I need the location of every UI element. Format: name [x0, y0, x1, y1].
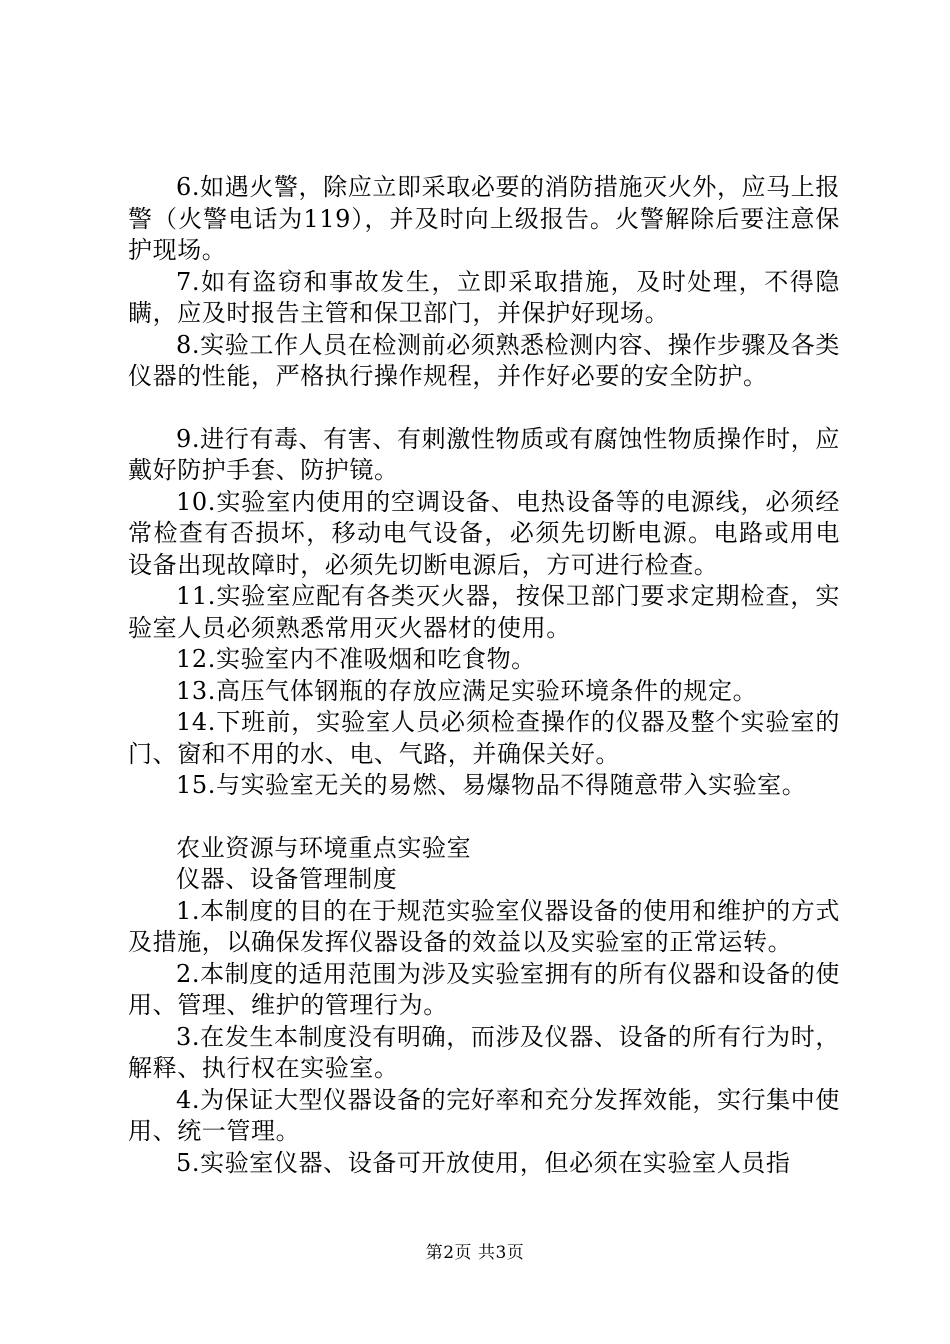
paragraph-electrical-equipment: 10.实验室内使用的空调设备、电热设备等的电源线，必须经常检查有否损坏，移动电气设备，必须先切断电源。电路或用电设备出现故障时，必须先切断电源后，方可进行检查。 [128, 487, 840, 579]
paragraph-scope: 2.本制度的适用范围为涉及实验室拥有的所有仪器和设备的使用、管理、维护的管理行为。 [128, 959, 840, 1019]
section-heading-title: 仪器、设备管理制度 [176, 865, 398, 893]
paragraph-gas-cylinders: 13.高压气体钢瓶的存放应满足实验环境条件的规定。 [176, 676, 758, 705]
paragraph-centralized-use: 4.为保证大型仪器设备的完好率和充分发挥效能，实行集中使用、统一管理。 [128, 1085, 840, 1145]
paragraph-staff-preparation: 8.实验工作人员在检测前必须熟悉检测内容、操作步骤及各类仪器的性能，严格执行操作规程，并作好必要的安全防护。 [128, 330, 840, 390]
paragraph-theft-accident: 7.如有盗窃和事故发生，立即采取措施，及时处理，不得隐瞒，应及时报告主管和保卫部门，并保护好现场。 [128, 267, 840, 327]
paragraph-interpretation: 3.在发生本制度没有明确，而涉及仪器、设备的所有行为时，解释、执行权在实验室。 [128, 1022, 840, 1082]
paragraph-flammables: 15.与实验室无关的易燃、易爆物品不得随意带入实验室。 [176, 771, 807, 799]
paragraph-fire-alarm: 6.如遇火警，除应立即采取必要的消防措施灭火外，应马上报警（火警电话为119），并及时向上级报告。火警解除后要注意保护现场。 [128, 173, 840, 264]
paragraph-purpose: 1.本制度的目的在于规范实验室仪器设备的使用和维护的方式及措施，以确保发挥仪器设备的效益以及实验室的正常运转。 [128, 896, 840, 956]
section-heading-lab: 农业资源与环境重点实验室 [176, 833, 472, 862]
paragraph-toxic-materials: 9.进行有毒、有害、有刺激性物质或有腐蚀性物质操作时，应戴好防护手套、防护镜。 [128, 424, 840, 484]
page-number-footer: 第2页 共3页 [425, 1243, 525, 1263]
paragraph-end-of-day-check: 14.下班前，实验室人员必须检查操作的仪器及整个实验室的门、窗和不用的水、电、气路，并确保关好。 [128, 708, 840, 768]
document-body [128, 172, 840, 1179]
paragraph-fire-extinguishers: 11.实验室应配有各类灭火器，按保卫部门要求定期检查，实验室人员必须熟悉常用灭火器材的使用。 [128, 582, 840, 642]
paragraph-no-smoking: 12.实验室内不准吸烟和吃食物。 [176, 645, 536, 673]
paragraph-open-use: 5.实验室仪器、设备可开放使用，但必须在实验室人员指 [176, 1148, 791, 1177]
